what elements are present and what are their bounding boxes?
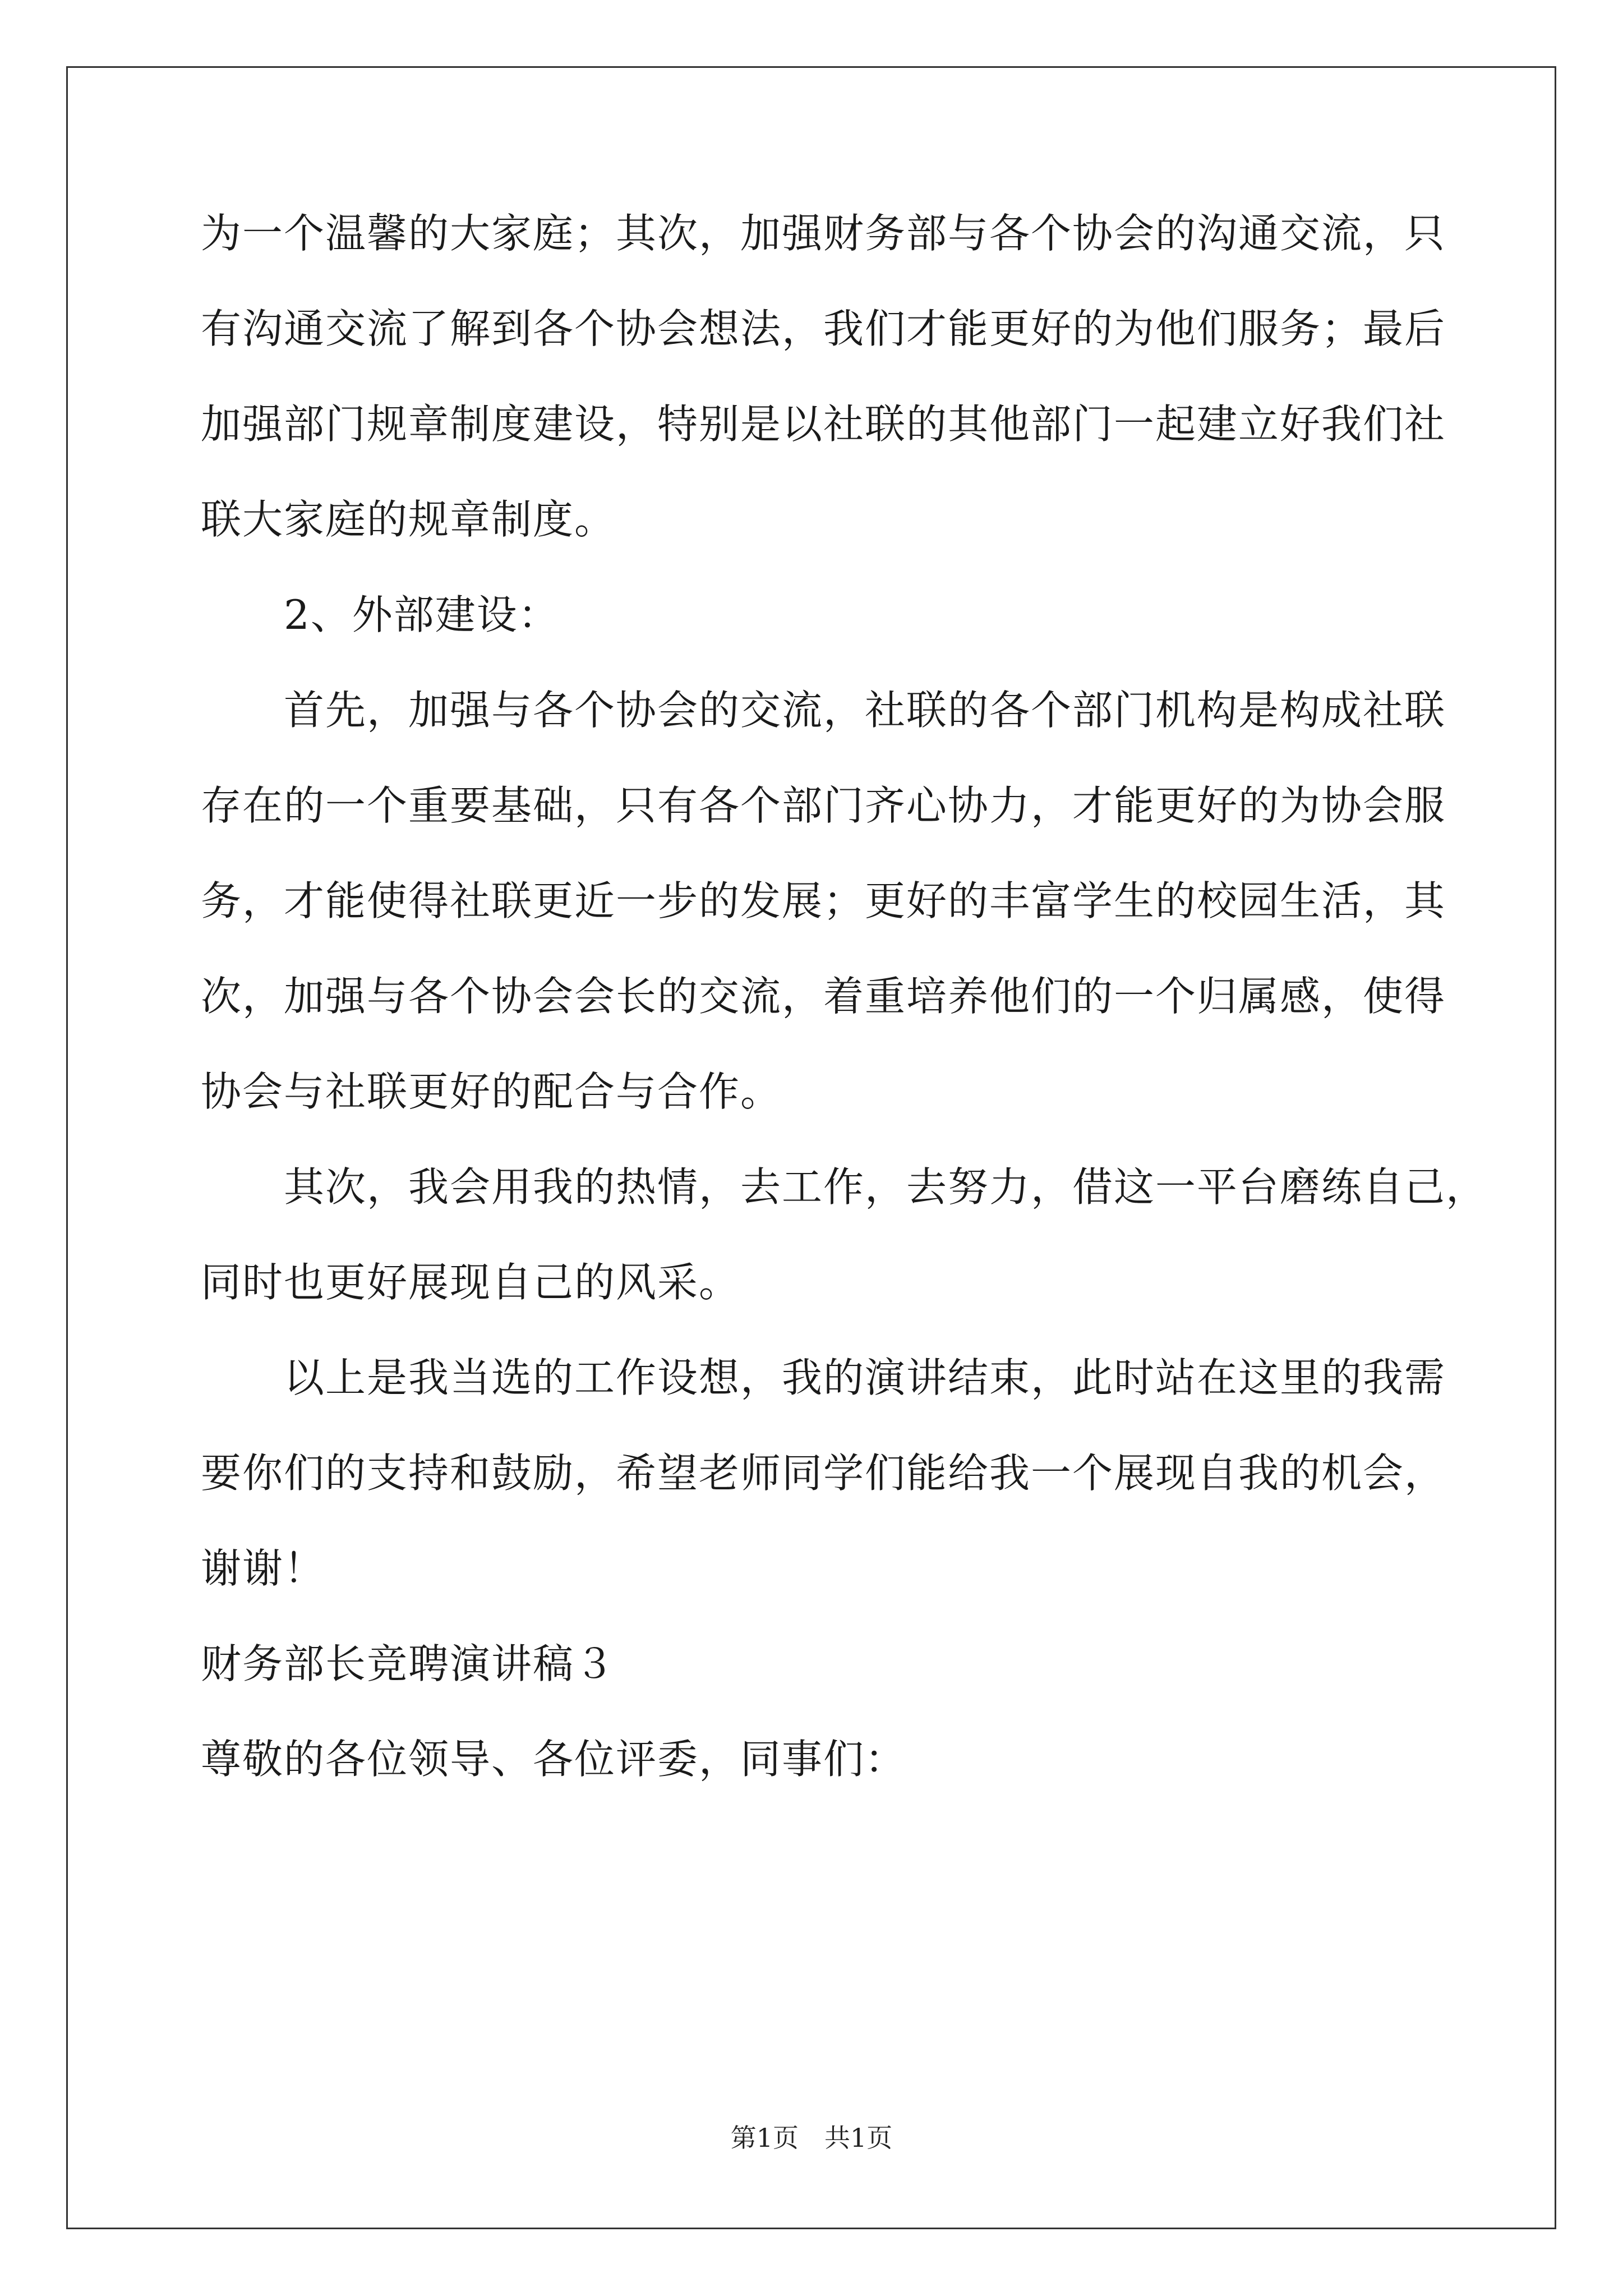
page-border (66, 66, 1556, 2229)
paragraph-line: 加强部门规章制度建设，特别是以社联的其他部门一起建立好我们社 (201, 401, 1446, 448)
paragraph-line: 其次，我会用我的热情，去工作，去努力，借这一平台磨练自己， (201, 1163, 1488, 1211)
paragraph-line: 存在的一个重要基础，只有各个部门齐心协力，才能更好的为协会服 (201, 782, 1446, 829)
paragraph-line: 次，加强与各个协会会长的交流，着重培养他们的一个归属感，使得 (201, 973, 1446, 1020)
paragraph-line: 有沟通交流了解到各个协会想法，我们才能更好的为他们服务；最后 (201, 305, 1446, 352)
paragraph-line: 谢谢！ (201, 1545, 326, 1592)
section-heading: 2、外部建设： (201, 591, 560, 638)
paragraph-line: 协会与社联更好的配合与合作。 (201, 1068, 782, 1115)
paragraph-line: 要你们的支持和鼓励，希望老师同学们能给我一个展现自我的机会， (201, 1450, 1446, 1497)
paragraph-line: 同时也更好展现自己的风采。 (201, 1259, 741, 1306)
document-title: 财务部长竞聘演讲稿３ (201, 1640, 616, 1687)
paragraph-line: 为一个温馨的大家庭；其次，加强财务部与各个协会的沟通交流，只 (201, 210, 1446, 257)
paragraph-line: 首先，加强与各个协会的交流，社联的各个部门机构是构成社联 (201, 687, 1446, 734)
page-number: 第1页 共1页 (730, 2123, 893, 2153)
paragraph-line: 联大家庭的规章制度。 (201, 496, 616, 543)
paragraph-line: 以上是我当选的工作设想，我的演讲结束，此时站在这里的我需 (201, 1354, 1446, 1401)
paragraph-line: 务，才能使得社联更近一步的发展；更好的丰富学生的校园生活，其 (201, 877, 1446, 924)
salutation-line: 尊敬的各位领导、各位评委，同事们： (201, 1736, 907, 1783)
